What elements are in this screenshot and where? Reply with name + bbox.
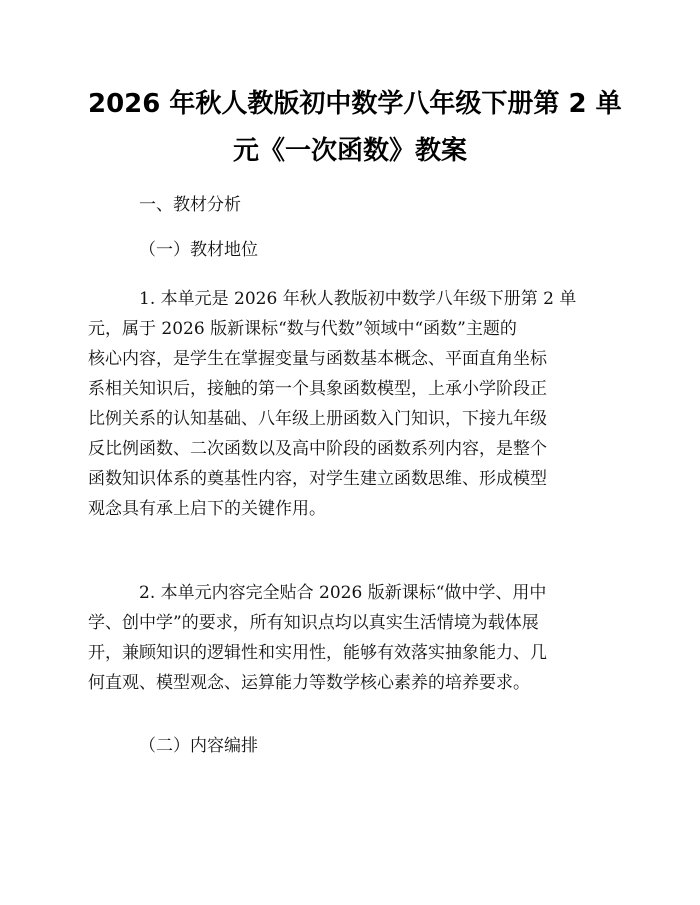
paragraph-unit-position xyxy=(88,284,608,524)
paragraph-line: 1. 本单元是 2026 年秋人教版初中数学八年级下册第 2 单 xyxy=(139,289,577,309)
paragraph-line: 2. 本单元内容完全贴合 2026 版新课标“做中学、用中 xyxy=(139,583,547,603)
paragraph-line: 观念具有承上启下的关键作用。 xyxy=(88,499,326,519)
paragraph-line: 元，属于 2026 版新课标“数与代数”领域中“函数”主题的 xyxy=(88,319,517,339)
section-heading-teaching-material-analysis: 一、教材分析 xyxy=(139,195,241,215)
subsection-heading-content-arrangement: （二）内容编排 xyxy=(139,736,258,756)
paragraph-line: 核心内容，是学生在掌握变量与函数基本概念、平面直角坐标 xyxy=(88,349,547,369)
paragraph-curriculum-alignment xyxy=(88,578,608,698)
paragraph-line: 开，兼顾知识的逻辑性和实用性，能够有效落实抽象能力、几 xyxy=(88,643,547,663)
document-title-line-2: 元《一次函数》教案 xyxy=(232,136,467,166)
subsection-heading-material-status: （一）教材地位 xyxy=(139,240,258,260)
paragraph-line: 反比例函数、二次函数以及高中阶段的函数系列内容，是整个 xyxy=(88,439,547,459)
paragraph-line: 比例关系的认知基础、八年级上册函数入门知识，下接九年级 xyxy=(88,409,547,429)
paragraph-line: 函数知识体系的奠基性内容，对学生建立函数思维、形成模型 xyxy=(88,469,547,489)
paragraph-line: 何直观、模型观念、运算能力等数学核心素养的培养要求。 xyxy=(88,673,530,693)
document-title-line-1: 2026 年秋人教版初中数学八年级下册第 2 单 xyxy=(88,89,622,119)
paragraph-line: 学、创中学”的要求，所有知识点均以真实生活情境为载体展 xyxy=(88,613,539,633)
paragraph-line: 系相关知识后，接触的第一个具象函数模型，上承小学阶段正 xyxy=(88,379,547,399)
